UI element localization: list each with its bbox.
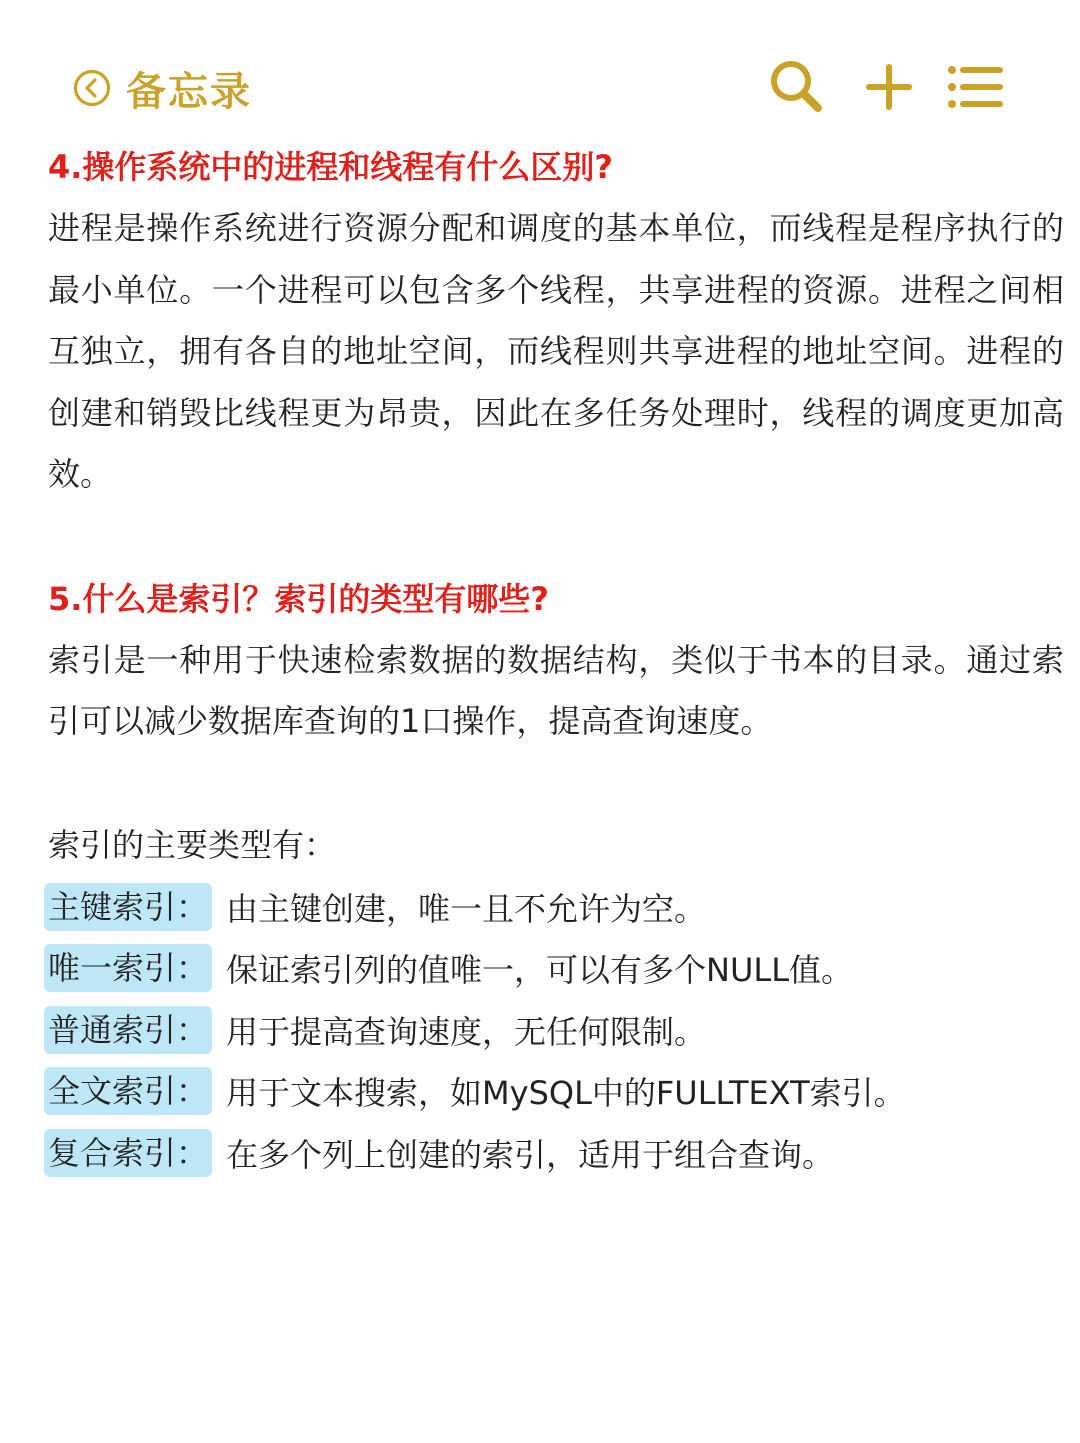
section5-title: 5.什么是索引？索引的类型有哪些? xyxy=(48,579,549,618)
index-type-tag: 复合索引： xyxy=(44,1129,212,1177)
section4-title: 4.操作系统中的进程和线程有什么区别? xyxy=(48,148,613,186)
index-type-tag: 主键索引： xyxy=(44,883,212,931)
list-icon xyxy=(944,56,1006,118)
back-label: 备忘录 xyxy=(126,68,252,115)
list-item xyxy=(48,876,1064,938)
list-item xyxy=(48,938,1064,1000)
index-type-desc: 在多个列上创建的索引，适用于组合查询。 xyxy=(226,1135,835,1174)
index-type-desc: 由主键创建，唯一且不允许为空。 xyxy=(226,889,707,928)
section5-body: 索引是一种用于快速检索数据的数据结构，类似于书本的目录。通过索引可以减少数据库查询的1口操作，提高查询速度。 xyxy=(48,640,1064,740)
list-item xyxy=(48,999,1064,1061)
index-type-tag: 全文索引： xyxy=(44,1067,212,1115)
list-item xyxy=(48,1122,1064,1184)
index-type-desc: 用于提高查询速度，无任何限制。 xyxy=(226,1012,707,1051)
index-type-tag: 唯一索引： xyxy=(44,944,212,992)
index-type-desc: 保证索引列的值唯一，可以有多个NULL值。 xyxy=(226,951,854,990)
search-button[interactable] xyxy=(766,56,828,118)
section4-body: 进程是操作系统进行资源分配和调度的基本单位，而线程是程序执行的最小单位。一个进程可以包含多个线程，共享进程的资源。进程之间相互独立，拥有各自的地址空间，而线程则共享进程的地址空间。进程的创建和销毁比线程更为昂贵，因此在多任务处理时，线程的调度更加高效。 xyxy=(48,209,1064,493)
spacer xyxy=(48,753,1064,815)
index-type-desc: 用于文本搜索，如MySQL中的FULLTEXT索引。 xyxy=(226,1074,906,1113)
menu-button[interactable] xyxy=(944,56,1006,118)
list-item xyxy=(48,1061,1064,1123)
index-type-tag: 普通索引： xyxy=(44,1006,212,1054)
chevron-left-circle-icon xyxy=(72,68,112,108)
back-button[interactable] xyxy=(72,60,252,116)
top-bar xyxy=(0,0,1080,150)
spacer xyxy=(48,506,1064,568)
search-icon xyxy=(766,56,828,118)
plus-icon xyxy=(858,56,920,118)
index-type-list xyxy=(48,876,1064,1184)
add-button[interactable] xyxy=(858,56,920,118)
note-content xyxy=(48,136,1064,1184)
list-intro: 索引的主要类型有： xyxy=(48,825,337,864)
